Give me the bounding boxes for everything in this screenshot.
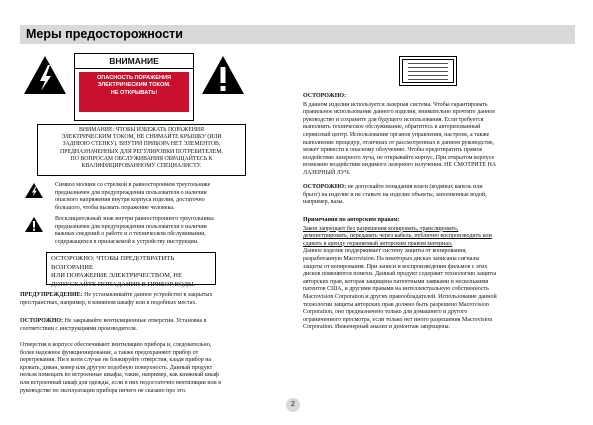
warning-label-box [74,53,194,121]
text-line: разработанную Macrovision. На некоторых дисках записаны сигналы [303,255,480,262]
text-line: или встроенный шкаф для одежды, если в них недостаточно вентиляции или в [20,379,222,386]
text-line: выполнение процедур, отличных от рассмотренных в данном руководстве, [303,139,495,146]
vent-paragraph [20,318,282,333]
text-line: В данном изделии используется лазерная система. Чтобы гарантировать [303,101,488,108]
laser-class-label [399,56,457,86]
text-line: руководство и сохраните для будущего использования. Если требуется [303,116,484,123]
lightning-warning-icon [22,54,68,96]
laser-label-line [408,63,448,64]
laser-label-line [408,75,448,76]
text-line: более надежное функционирование, а также предохраняют прибор от [20,349,199,356]
text-fragment: Не устанавливайте данное устройство в закрытых [82,292,213,298]
text-line: сервисный центр. Использование органов управления, настроек, а также [303,131,490,138]
text-line: кровать, диван, ковер или другую подобную поверхность. Данный продукт [20,364,213,371]
text-line: пространствах, например, в книжном шкафу или в подобных местах. [20,299,197,306]
text-fragment: Не закрывайте вентиляционные отверстия. Установка в [63,318,207,324]
text-line: защиты от копирования. При записи и воспроизведении фильмов с этих [303,263,488,270]
copyright-heading: Примечания по авторским правам: [303,217,400,223]
text-line: опасного напряжения внутри корпуса изделия, достаточно [55,197,205,204]
text-line [303,241,575,249]
text-line: Отверстия в корпусе обеспечивают вентиляцию прибора и, следовательно, [20,342,212,348]
text-line: технологии защиты авторских прав должно быть разрешено Macrovision [303,301,489,308]
text-line: воздействие лазерного луча, не открывайте корпус. При открытом корпусе [303,154,495,161]
laser-label-line [408,71,448,72]
text-line: содержащихся в прилагаемой к устройству инструкции. [55,238,199,245]
underlined-text: сдавать в аренду охраняемый авторским правом материал. [303,240,453,247]
text-line [303,233,575,241]
laser-caution-lead: ОСТОРОЖНО: [303,93,347,99]
exclamation-symbol-text [55,216,260,246]
page-number: 2 [286,398,300,412]
attention-box [37,124,246,176]
laser-label-inner [402,59,454,83]
text-line: Символ молнии со стрелкой в равностороннем треугольнике [55,182,211,188]
vent-lead: ОСТОРОЖНО: [20,318,64,324]
text-line: нельзя помещать во встроенные шкафы, такие, например, как книжный шкаф [20,372,219,379]
text-fragment: не допускайте попадания влаги (водяных капель или [346,184,483,190]
lightning-symbol-icon [24,182,44,199]
text-line: важных сведений о работе и о техническом обслуживании, [55,231,206,238]
warning-paragraph [20,292,282,307]
text-line: ограниченного просмотра, если только нет иного разрешения Macrovision [303,316,493,323]
text-line: брызг) на изделие и не ставьте на изделие объекты, заполненные водой, [303,191,487,198]
attention-line: КВАЛИФИЦИРОВАННОМУ СПЕЦИАЛИСТУ. [81,163,202,170]
warning-label-red-panel [79,72,189,112]
text-line: авторских прав, которая защищена патентными заявками и несколькими [303,278,489,285]
warning-red-line1: ОПАСНОСТЬ ПОРАЖЕНИЯ [96,75,172,81]
text-line: предназначен для предупреждения пользователя о наличии [55,189,207,196]
attention-line: ВНИМАНИЕ: ЧТОБЫ ИЗБЕЖАТЬ ПОРАЖЕНИЯ [79,127,204,133]
text-line: выполнить техническое обслуживание, обратитесь в авторизованный [303,124,481,131]
laser-label-line [408,79,448,80]
text-line [20,318,282,326]
vent-detail-paragraph [20,342,285,395]
underlined-text: демонстрировать, передавать через кабель, публично воспроизводить или [303,233,492,240]
lightning-symbol-text [55,182,255,212]
attention-line: ЭЛЕКТРИЧЕСКИМ ТОКОМ, НЕ СНИМАЙТЕ КРЫШКУ (ИЛИ [61,134,222,141]
exclamation-symbol-icon [24,216,44,233]
text-line: Данное изделие поддерживает систему защиты от копирования, [303,248,467,255]
text-line: Corporation, оно предназначено только для домашнего и другого [303,309,468,316]
text-line: соответствии с инструкциями производителя. [20,325,138,332]
text-line: руководстве по эксплуатации прибора ничего не сказано про это. [20,387,187,394]
caution-line: ДОПУСКАЙТЕ ПОПАДАНИЯ В ПРИБОР ВОДЫ. [51,280,196,288]
text-line: правильное использование данного изделия, внимательно прочтите данное [303,109,496,116]
caution-line: ИЛИ ПОРАЖЕНИЕ ЭЛЕКТРИЧЕСТВОМ, НЕ [51,272,183,280]
text-line: патентов США, и другими правами на интеллектуальную собственность [303,286,489,293]
warning-red-line3: НЕ ОТКРЫВАТЬ! [110,89,158,96]
caution-line: ОСТОРОЖНО: ЧТОБЫ ПРЕДОТВРАТИТЬ ВОЗГОРАНИЕ [51,255,175,271]
text-line: например, вазы. [303,199,344,206]
attention-line: ЗАДНЮЮ СТЕНКУ). ВНУТРИ ПРИБОРА НЕТ ЭЛЕМЕНТОВ, [62,141,221,148]
text-line: возможно воздействие видимого лазерного излучения. НЕ СМОТРИТЕ НА [303,162,497,169]
text-line: Corporation. Инженерный анализ и демонтаж запрещены. [303,324,451,331]
warning-label-title: ВНИМАНИЕ [75,54,193,69]
warning-red-line2: ЭЛЕКТРИЧЕСКИМ ТОКОМ. [97,82,171,89]
laser-label-line [408,67,448,68]
text-line: ЛАЗЕРНЫЙ ЛУЧ. [303,169,351,176]
caution-box [46,252,216,288]
text-line: Macrovision Corporation и других правообладателей. Использование данной [303,293,497,300]
exclamation-warning-icon [200,54,246,96]
text-line: может привести к опасному облучению. Чтобы предотвратить прямое [303,147,483,154]
warning-lead: ПРЕДУПРЕЖДЕНИЕ: [20,292,83,298]
laser-caution-paragraph [303,93,575,178]
text-line: дисков появляются помехи. Данный продукт содержит технологию защиты [303,271,497,278]
attention-line: ПРЕДНАЗНАЧЕННЫХ ДЛЯ РЕГУЛИРОВКИ ПОТРЕБИТЕЛЕМ. [60,148,223,155]
moisture-caution-lead: ОСТОРОЖНО: [303,184,347,190]
text-line: перегревания. Ни в коем случае не блокируйте отверстия, кладя прибор на [20,357,212,364]
text-line: Восклицательный знак внутри равностороннего треугольника [55,216,214,222]
underlined-text: Закон запрещает без разрешения копировать, транслировать, [303,225,459,232]
moisture-caution-paragraph [303,184,575,207]
copyright-section [303,217,575,332]
page-title: Меры предосторожности [26,27,183,41]
text-line: предназначен для предупреждения пользователя о наличии [55,223,207,230]
text-line [303,184,575,192]
text-line [20,292,282,300]
text-line: большого, чтобы вызвать поражение человека. [55,204,175,211]
attention-line: ПО ВОПРОСАМ ОБСЛУЖИВАНИЯ ОБРАЩАЙТЕСЬ К [70,155,213,162]
